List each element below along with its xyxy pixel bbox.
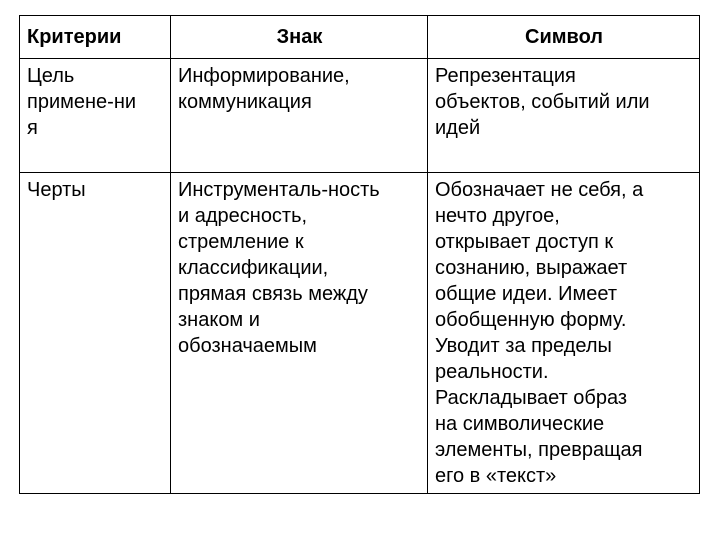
- cell-symbol: [428, 173, 700, 494]
- cell-text: Репрезентация объектов, событий или идей: [435, 65, 650, 139]
- table-header: [20, 16, 700, 59]
- cell-text: Информирование, коммуникация: [178, 65, 350, 113]
- header-criteria: Критерии: [20, 16, 171, 59]
- header-sign: Знак: [171, 16, 428, 59]
- header-symbol: Символ: [428, 16, 700, 59]
- table-row: [20, 173, 700, 494]
- cell-text: Черты: [27, 179, 86, 201]
- cell-text: Обозначает не себя, а нечто другое, открывает доступ к сознанию, выражает общие идеи. Имеет обобщенную форму. Уводит за пределы реальности. Раскладывает образ на символические элементы, превращая его в «текст»: [435, 179, 644, 487]
- cell-sign: [171, 59, 428, 173]
- cell-text: Инструменталь-ность и адресность, стремление к классификации, прямая связь между знаком и обозначаемым: [178, 179, 380, 357]
- cell-text: Цель примене-ни я: [27, 65, 137, 139]
- cell-symbol: [428, 59, 700, 173]
- cell-criterion: [20, 173, 171, 494]
- table-row: [20, 59, 700, 173]
- cell-sign: [171, 173, 428, 494]
- table-body: [20, 59, 700, 494]
- comparison-table: [19, 15, 700, 494]
- cell-criterion: [20, 59, 171, 173]
- header-row: [20, 16, 700, 59]
